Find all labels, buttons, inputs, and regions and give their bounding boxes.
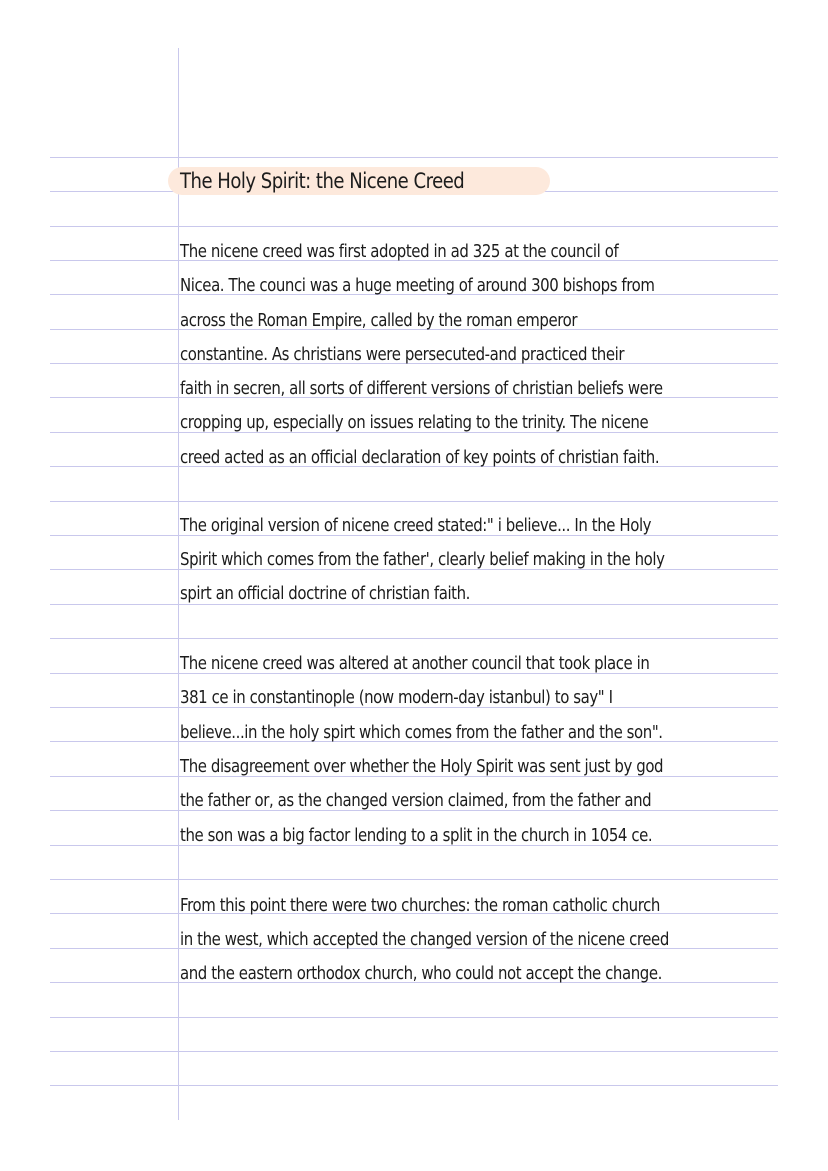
text-line: Nicea. The counci was a huge meeting of around 300 bishops from (180, 275, 655, 296)
text-line: 381 ce in constantinople (now modern-day istanbul) to say" I (180, 687, 613, 708)
text-line: faith in secren, all sorts of different versions of christian beliefs were (180, 378, 663, 399)
text-line: The original version of nicene creed stated:" i believe... In the Holy (180, 515, 652, 536)
rule-line (50, 638, 778, 639)
rule-line (50, 157, 778, 158)
text-line: The nicene creed was altered at another council that took place in (180, 653, 650, 674)
text-line: creed acted as an official declaration of key points of christian faith. (180, 447, 660, 468)
page-title: The Holy Spirit: the Nicene Creed (180, 169, 465, 193)
rule-line (50, 1085, 778, 1086)
text-line: Spirit which comes from the father', clearly belief making in the holy (180, 549, 665, 570)
text-line: in the west, which accepted the changed version of the nicene creed (180, 929, 669, 950)
text-line: cropping up, especially on issues relating to the trinity. The nicene (180, 412, 649, 433)
text-line: the father or, as the changed version claimed, from the father and (180, 790, 652, 811)
text-line: and the eastern orthodox church, who could not accept the change. (180, 963, 662, 984)
text-line: From this point there were two churches: the roman catholic church (180, 895, 660, 916)
rule-line (50, 1051, 778, 1052)
rule-line (50, 501, 778, 502)
rule-line (50, 879, 778, 880)
text-line: The disagreement over whether the Holy Spirit was sent just by god (180, 756, 664, 777)
rule-line (50, 1017, 778, 1018)
text-line: believe...in the holy spirt which comes from the father and the son". (180, 722, 663, 743)
text-line: constantine. As christians were persecuted-and practiced their (180, 344, 625, 365)
rule-line (50, 226, 778, 227)
text-line: across the Roman Empire, called by the roman emperor (180, 310, 578, 331)
text-line: the son was a big factor lending to a split in the church in 1054 ce. (180, 825, 653, 846)
margin-line (178, 48, 179, 1120)
text-line: spirt an official doctrine of christian faith. (180, 583, 471, 604)
text-line: The nicene creed was first adopted in ad 325 at the council of (180, 241, 619, 262)
